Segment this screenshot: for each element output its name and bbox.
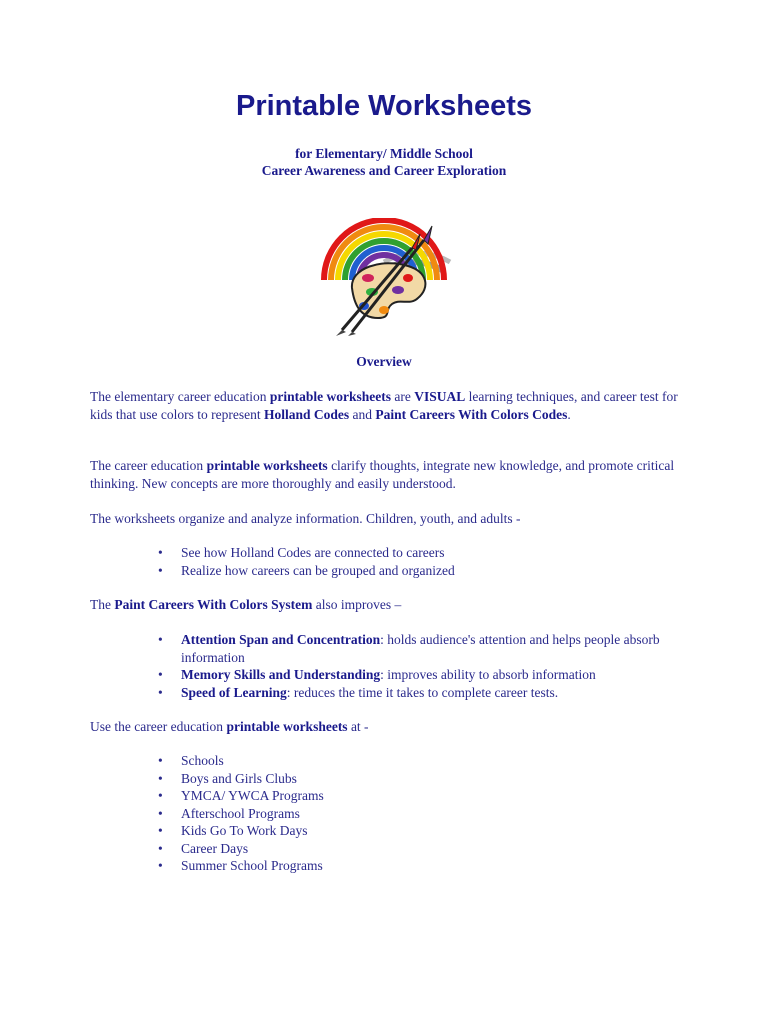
paragraph-organize: The worksheets organize and analyze information. Children, youth, and adults - [90,511,521,526]
list-holland [158,544,688,579]
bold-term: Holland Codes [263,406,350,422]
rainbow-palette-icon [312,218,456,336]
list-item: • Speed of Learning: reduces the time it takes to complete career tests. [158,684,688,702]
bold-term: printable worksheets [206,458,328,473]
page-title: Printable Worksheets [235,90,532,122]
list-item: • YMCA/ YWCA Programs [158,787,688,805]
list-item: • Boys and Girls Clubs [158,770,688,788]
bold-term: printable worksheets [269,389,392,404]
bold-term: Paint Careers With Colors Codes [375,406,568,422]
list-item: • Afterschool Programs [158,805,688,823]
list-item: • See how Holland Codes are connected to careers [158,544,688,562]
subtitle-line-2: Career Awareness and Career Exploration [261,163,507,178]
list-item: • Summer School Programs [158,857,688,875]
paragraph-clarify: The career education printable worksheets clarify thoughts, integrate new knowledge, and promote critical thinking. New concepts are more thoroughly and easily understood. [90,458,675,491]
bold-term: VISUAL [414,389,466,404]
list-item: • Schools [158,752,688,770]
overview-heading: Overview [356,354,412,369]
list-improvements [158,631,688,701]
list-item: • Career Days [158,840,688,858]
subtitle-line-1: for Elementary/ Middle School [295,146,473,161]
list-item: • Attention Span and Concentration: holds audience's attention and helps people absorb information [158,631,688,666]
list-venues [158,752,688,875]
list-item: • Memory Skills and Understanding: improves ability to absorb information [158,666,688,684]
bold-term: Paint Careers With Colors System [114,597,313,612]
paragraph-use-at: Use the career education printable worksheets at - [90,719,369,734]
paragraph-intro: The elementary career education printable worksheets are VISUAL learning techniques, and career test for kids that use colors to represent Holland Codes and Paint Careers With Colors Codes. [90,389,678,422]
list-item: • Realize how careers can be grouped and organized [158,562,688,580]
bold-term: printable worksheets [226,719,348,734]
paragraph-improves: The Paint Careers With Colors System also improves – [90,597,402,612]
list-item: • Kids Go To Work Days [158,822,688,840]
